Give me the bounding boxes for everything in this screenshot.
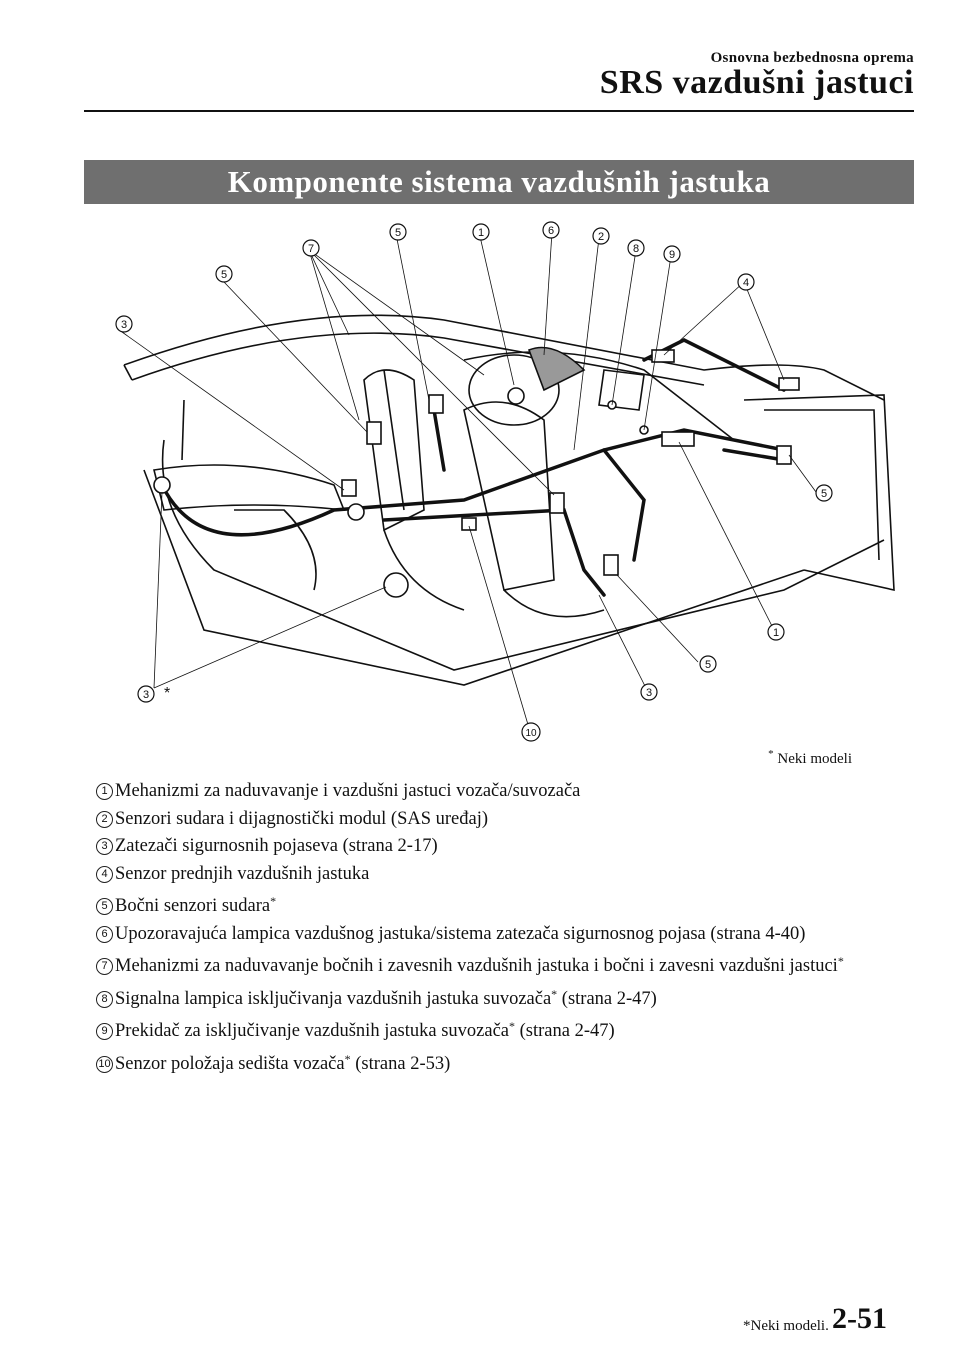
legend-number: 8 (96, 991, 113, 1008)
legend-item (96, 921, 916, 949)
page-number: 2-51 (832, 1302, 887, 1335)
legend-text: Mehanizmi za naduvavanje i vazdušni jastuci vozača/suvozača (115, 781, 581, 801)
callout-label: 5 (704, 659, 712, 671)
callout-label: 5 (220, 269, 228, 281)
page-footnote: *Neki modeli. (743, 1318, 829, 1334)
legend-item (96, 806, 916, 834)
legend-number: 9 (96, 1023, 113, 1040)
legend-number: 1 (96, 783, 113, 800)
section-title: Osnovna bezbednosna oprema (710, 50, 914, 66)
legend-asterisk: * (509, 1019, 516, 1033)
asterisk-mark: * (164, 685, 171, 702)
callout-label: 3 (120, 319, 128, 331)
legend-page-ref: (strana 2-47) (557, 988, 657, 1009)
page-title: SRS vazdušni jastuci (599, 64, 914, 101)
section-banner: Komponente sistema vazdušnih jastuka (84, 160, 914, 204)
legend-text: Senzori sudara i dijagnostički modul (SAS uređaj) (115, 808, 489, 829)
callout-label: 6 (547, 225, 555, 237)
header-rule (84, 110, 914, 112)
car-illustration (84, 210, 914, 750)
legend-number: 7 (96, 958, 113, 975)
legend-number: 3 (96, 838, 113, 855)
component-legend (96, 778, 916, 1078)
legend-page-ref: (strana 2-47) (515, 1021, 615, 1041)
legend-text: Mehanizmi za naduvavanje bočnih i zavesnih vazdušnih jastuka i bočni i zavesni vazdušni jastuci (115, 956, 838, 976)
callout-label: 3 (142, 689, 150, 701)
legend-item (96, 833, 916, 861)
legend-text: Senzor prednjih vazdušnih jastuka (115, 863, 370, 884)
footnote-text: Neki modeli (777, 751, 852, 767)
callout-label: 7 (307, 243, 315, 255)
callout-label: 10 (525, 728, 537, 739)
callout-label: 9 (668, 249, 676, 261)
callout-label: 3 (645, 687, 653, 699)
legend-asterisk: * (837, 954, 844, 968)
airbag-components-diagram (84, 210, 914, 750)
legend-number: 2 (96, 811, 113, 828)
callout-label: 8 (632, 243, 640, 255)
legend-number: 10 (96, 1056, 113, 1073)
callout-label: 2 (597, 231, 605, 243)
callout-label: 1 (772, 627, 780, 639)
legend-page-ref: (strana 2-53) (350, 1053, 451, 1074)
callout-label: 5 (394, 227, 402, 239)
legend-asterisk: * (344, 1051, 351, 1066)
legend-item (96, 888, 916, 921)
legend-asterisk: * (551, 986, 558, 1001)
footnote-mark: * (768, 748, 774, 760)
callout-label: 5 (820, 488, 828, 500)
legend-item (96, 861, 916, 889)
callout-label: 1 (477, 227, 485, 239)
legend-number: 6 (96, 926, 113, 943)
legend-text: Prekidač za isključivanje vazdušnih jastuka suvozača (115, 1021, 510, 1041)
legend-item (96, 778, 916, 806)
legend-number: 4 (96, 866, 113, 883)
legend-item (96, 1046, 916, 1079)
diagram-footnote (0, 748, 852, 768)
legend-text: Bočni senzori sudara (115, 896, 271, 916)
legend-asterisk: * (270, 894, 277, 908)
legend-item (96, 981, 916, 1014)
legend-item (96, 1013, 916, 1046)
legend-number: 5 (96, 898, 113, 915)
legend-text: Senzor položaja sedišta vozača (115, 1053, 345, 1074)
legend-text: Upozoravajuća lampica vazdušnog jastuka/sistema zatezača sigurnosnog pojasa (strana 4-40) (115, 923, 806, 944)
legend-text: Signalna lampica isključivanja vazdušnih jastuka suvozača (115, 988, 552, 1009)
callout-label: 4 (742, 277, 750, 289)
legend-text: Zatezači sigurnosnih pojaseva (strana 2-17) (115, 836, 438, 856)
legend-item (96, 948, 916, 981)
